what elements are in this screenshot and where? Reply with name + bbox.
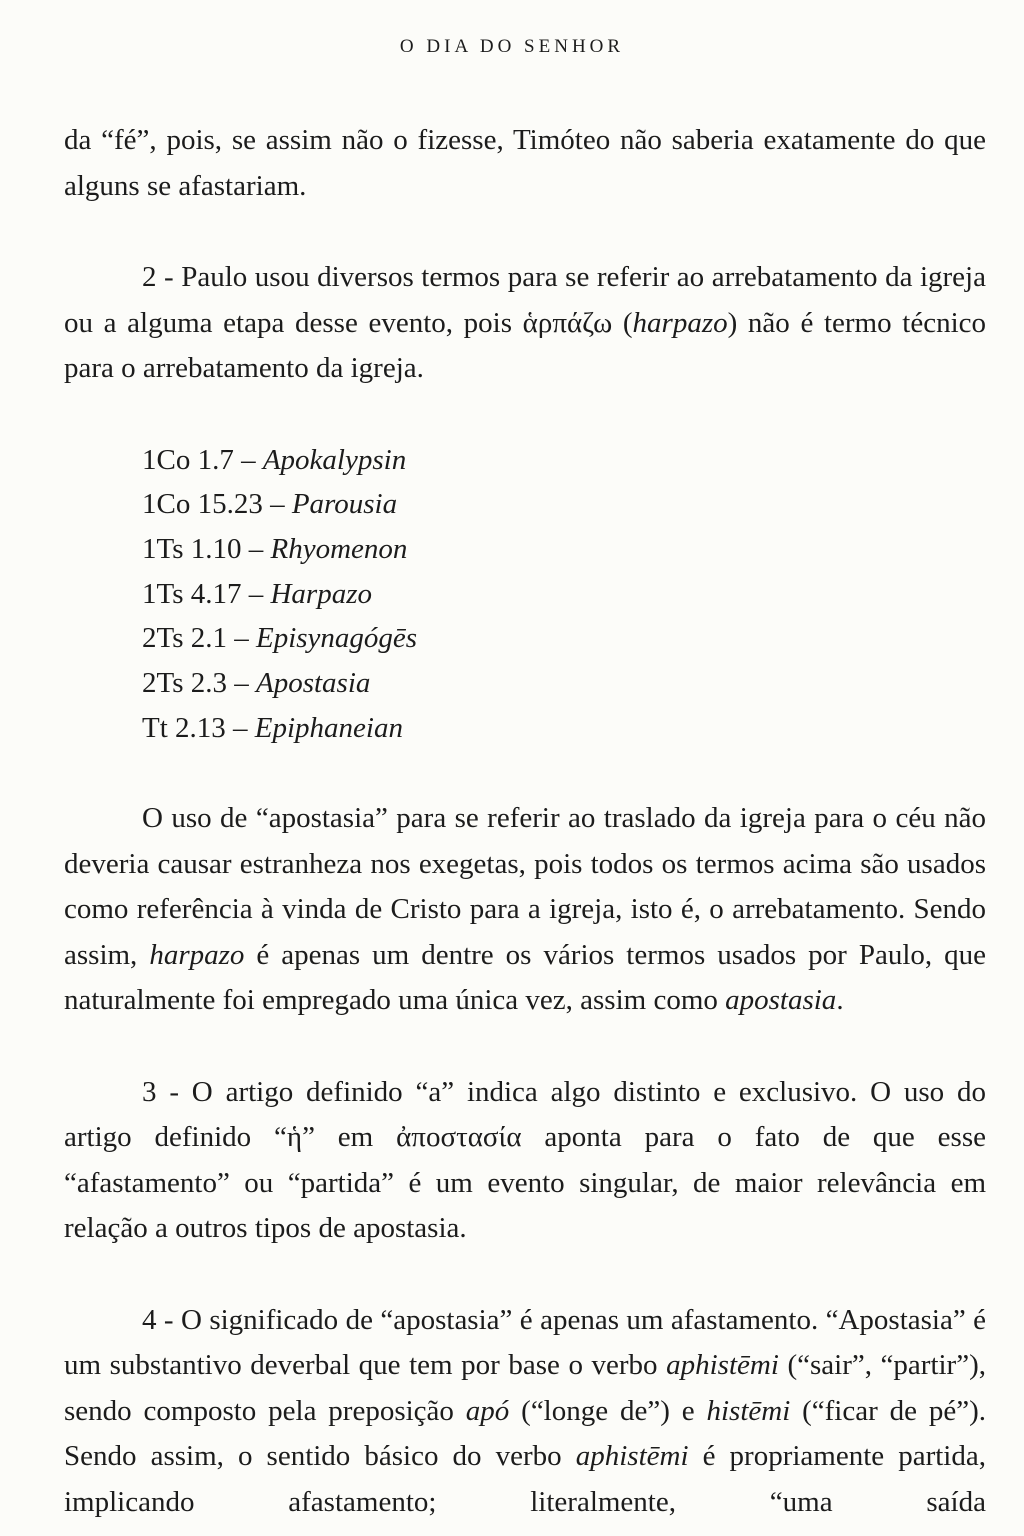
running-head: O DIA DO SENHOR	[399, 36, 625, 57]
italic-term: harpazo	[632, 306, 728, 339]
greek-word: ἁρπάζω	[522, 306, 613, 339]
reference-item	[142, 661, 986, 706]
reference-item	[142, 482, 986, 527]
page-body	[64, 118, 986, 1525]
reference-citation: 2Ts 2.1 –	[142, 622, 256, 655]
paragraph-gap	[64, 1024, 986, 1070]
text-run: .	[836, 984, 844, 1017]
italic-term: aphistēmi	[666, 1349, 779, 1382]
text-run: (“sair”, “partir”), sendo composto pela preposição	[64, 1349, 986, 1427]
reference-citation: Tt 2.13 –	[142, 711, 255, 744]
reference-item	[142, 438, 986, 483]
reference-citation: 2Ts 2.3 –	[142, 667, 256, 700]
reference-item	[142, 572, 986, 617]
text-run: O uso de “apostasia” para se referir ao traslado da igreja para o céu não deveria causar estranheza nos exegetas, pois todos os termos acima são usados como referência à vinda de Cristo para a igreja, isto é, o arrebatamento. Sendo assim,	[64, 802, 986, 971]
reference-item	[142, 706, 986, 751]
text-run: é propriamente partida, implicando afastamento; literalmente, “uma saída	[64, 1440, 986, 1518]
italic-term: harpazo	[149, 938, 245, 971]
text-run: 2 - Paulo usou diversos termos para se referir ao arrebatamento da igreja ou a alguma etapa desse evento, pois	[64, 261, 986, 339]
reference-term: Epiphaneian	[254, 711, 403, 744]
reference-term: Parousia	[291, 488, 398, 521]
reference-item	[142, 616, 986, 661]
paragraph-point-4	[64, 1298, 986, 1526]
paragraph-gap	[64, 392, 986, 438]
text-run: (“ficar de pé”). Sendo assim, o sentido básico do verbo	[64, 1394, 987, 1473]
paragraph-gap	[64, 750, 986, 796]
text-run: ) não é termo técnico para o arrebatamento da igreja.	[64, 306, 986, 384]
reference-citation: 1Co 1.7 –	[142, 443, 263, 476]
reference-term: Episynagógēs	[255, 622, 418, 655]
italic-term: apostasia	[725, 984, 837, 1017]
text-run: (	[612, 306, 633, 339]
text-run: 4 - O significado de “apostasia” é apenas um afastamento. “Apostasia” é um substantivo deverbal que tem por base o verbo	[64, 1303, 986, 1382]
reference-citation: 1Ts 1.10 –	[142, 532, 271, 565]
reference-list	[64, 438, 986, 751]
paragraph-point-2	[64, 255, 986, 392]
text-run: é apenas um dentre os vários termos usados por Paulo, que naturalmente foi empregado uma única vez, assim como	[64, 938, 986, 1017]
paragraph-point-3: 3 - O artigo definido “a” indica algo distinto e exclusivo. O uso do artigo definido “ἡ” em ἀποστασία aponta para o fato de que esse “afastamento” ou “partida” é um evento singular, de maior relevância em relação a outros tipos de apostasia.	[64, 1075, 986, 1245]
paragraph-continuation: da “fé”, pois, se assim não o fizesse, Timóteo não saberia exatamente do que alguns se afastariam.	[64, 124, 986, 202]
reference-term: Apokalypsin	[262, 443, 407, 476]
reference-term: Harpazo	[270, 577, 372, 610]
reference-term: Rhyomenon	[270, 532, 408, 565]
italic-term: apó	[465, 1394, 510, 1427]
paragraph-gap	[64, 209, 986, 255]
paragraph-apostasia-usage	[64, 796, 986, 1024]
reference-citation: 1Co 15.23 –	[142, 488, 292, 521]
italic-term: aphistēmi	[575, 1440, 689, 1473]
reference-item	[142, 527, 986, 572]
text-run: (“longe de”) e	[509, 1394, 707, 1427]
italic-term: histēmi	[706, 1394, 791, 1427]
reference-term: Apostasia	[255, 667, 371, 700]
reference-citation: 1Ts 4.17 –	[142, 577, 271, 610]
paragraph-gap	[64, 1252, 986, 1298]
